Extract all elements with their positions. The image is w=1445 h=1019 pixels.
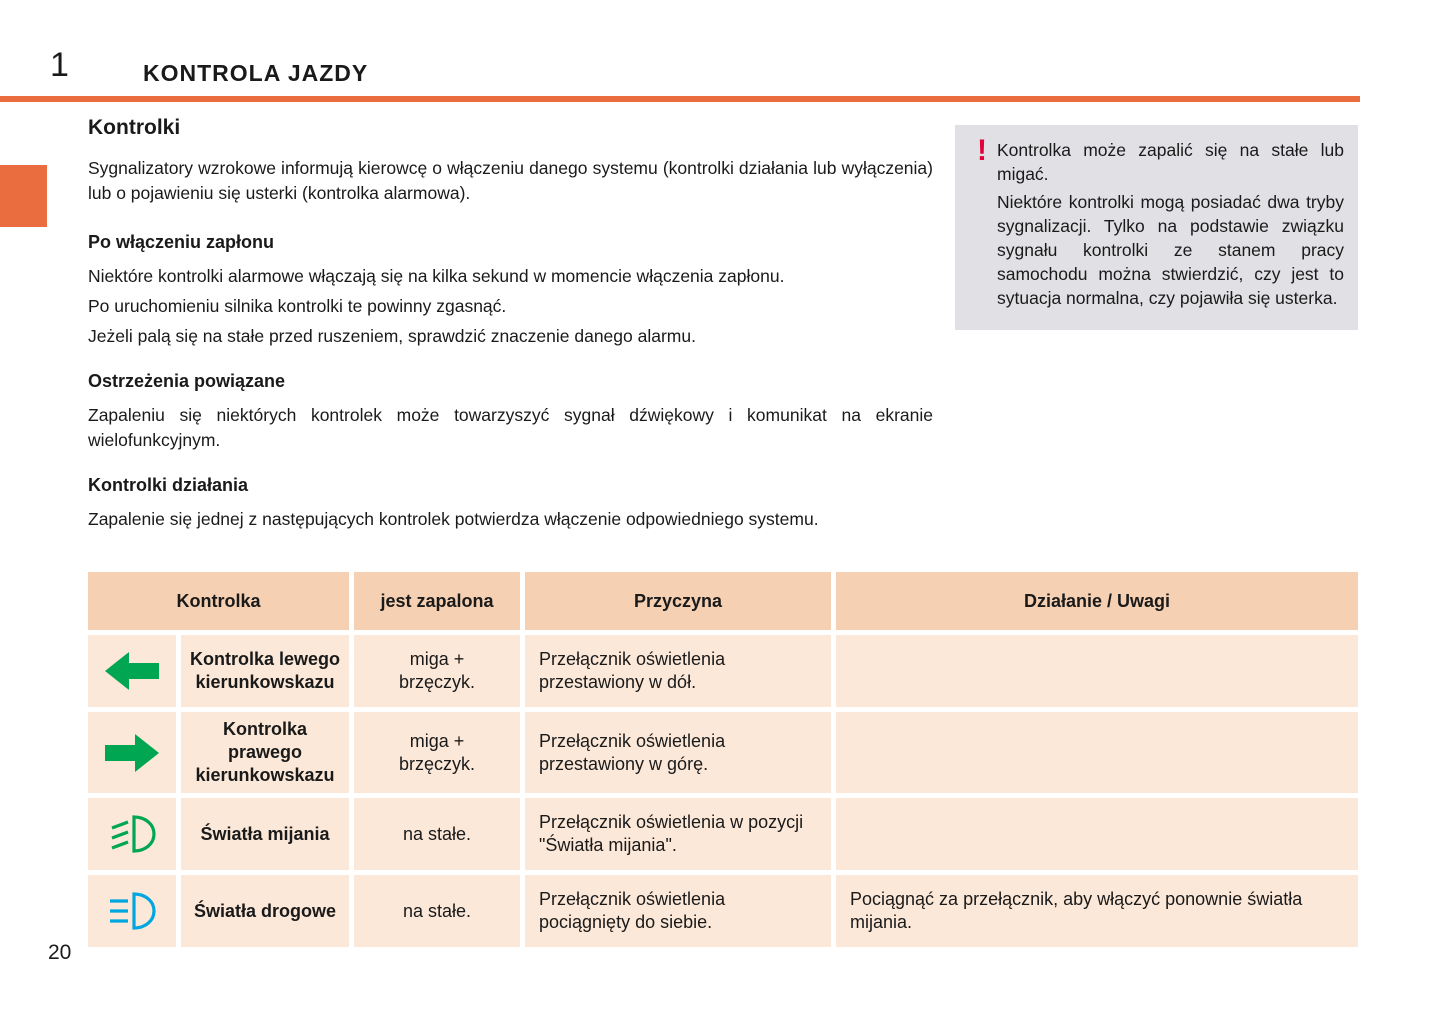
- note-text: [997, 138, 1344, 314]
- table-row-action: Pociągnąć za przełącznik, aby włączyć ponownie światła mijania.: [836, 875, 1358, 947]
- body-paragraph: Niektóre kontrolki alarmowe włączają się na kilka sekund w momencie włączenia zapłonu.: [88, 266, 785, 286]
- table-header-jest-zapalona: jest zapalona: [354, 572, 520, 630]
- exclamation-warning-icon: !: [977, 134, 987, 167]
- table-row-action: [836, 712, 1358, 793]
- page-header-title: KONTROLA JAZDY: [143, 60, 369, 86]
- header-divider: [0, 96, 1360, 102]
- chapter-tab-marker: [0, 165, 47, 227]
- chapter-number: 1: [50, 46, 69, 84]
- page-number: 20: [48, 941, 72, 964]
- note-paragraph: Niektóre kontrolki mogą posiadać dwa tryby sygnalizacji. Tylko na podstawie związku sygnału kontrolki ze stanem pracy samochodu można stwierdzić, czy jest to sytuacja normalna, czy pojawiła się usterka.: [997, 192, 1344, 308]
- turn-left-indicator-icon: [105, 650, 159, 692]
- section-title: Kontrolki: [88, 116, 181, 139]
- table-row-cause: Przełącznik oświetlenia w pozycji "Światła mijania".: [525, 798, 831, 870]
- table-header-przyczyna: Przyczyna: [525, 572, 831, 630]
- table-header-dzialanie-uwagi: Działanie / Uwagi: [836, 572, 1358, 630]
- table-row-state: na stałe.: [354, 875, 520, 947]
- body-paragraph: Jeżeli palą się na stałe przed ruszeniem, sprawdzić znaczenie danego alarmu.: [88, 326, 696, 346]
- body-paragraph: Zapaleniu się niektórych kontrolek może towarzyszyć sygnał dźwiękowy i komunikat na ekranie wielofunkcyjnym.: [88, 405, 933, 450]
- low-beam-headlight-icon: [107, 814, 157, 854]
- body-paragraph: Zapalenie się jednej z następujących kontrolek potwierdza włączenie odpowiedniego systemu.: [88, 509, 819, 529]
- table-header-kontrolka: Kontrolka: [88, 572, 349, 630]
- table-row-state: miga + brzęczyk.: [354, 635, 520, 707]
- table-row-cause: Przełącznik oświetlenia przestawiony w dół.: [525, 635, 831, 707]
- table-row-label: Kontrolka lewego kierunkowskazu: [181, 635, 349, 707]
- high-beam-headlight-icon: [107, 891, 157, 931]
- main-text-column: [88, 115, 933, 537]
- note-box: [955, 125, 1358, 330]
- table-row-label: Światła drogowe: [181, 875, 349, 947]
- intro-paragraph: Sygnalizatory wzrokowe informują kierowcę o włączeniu danego systemu (kontrolki działania lub wyłączenia) lub o pojawieniu się usterki (kontrolka alarmowa).: [88, 158, 933, 203]
- subsection-heading-operation: Kontrolki działania: [88, 475, 249, 495]
- table-row-label: Kontrolka prawego kierunkowskazu: [181, 712, 349, 793]
- table-row-icon-cell: [88, 635, 176, 707]
- table-row-cause: Przełącznik oświetlenia przestawiony w górę.: [525, 712, 831, 793]
- table-row-state: na stałe.: [354, 798, 520, 870]
- table-row-label: Światła mijania: [181, 798, 349, 870]
- table-row-state: miga + brzęczyk.: [354, 712, 520, 793]
- table-row-action: [836, 798, 1358, 870]
- turn-right-indicator-icon: [105, 732, 159, 774]
- table-row-cause: Przełącznik oświetlenia pociągnięty do siebie.: [525, 875, 831, 947]
- table-row-icon-cell: [88, 712, 176, 793]
- body-paragraph: Po uruchomieniu silnika kontrolki te powinny zgasnąć.: [88, 296, 507, 316]
- note-paragraph: Kontrolka może zapalić się na stałe lub migać.: [997, 140, 1344, 184]
- table-row-icon-cell: [88, 798, 176, 870]
- table-row-action: [836, 635, 1358, 707]
- subsection-heading-warnings: Ostrzeżenia powiązane: [88, 371, 286, 391]
- table-row-icon-cell: [88, 875, 176, 947]
- indicator-table: [88, 572, 1358, 947]
- subsection-heading-ignition: Po włączeniu zapłonu: [88, 232, 275, 252]
